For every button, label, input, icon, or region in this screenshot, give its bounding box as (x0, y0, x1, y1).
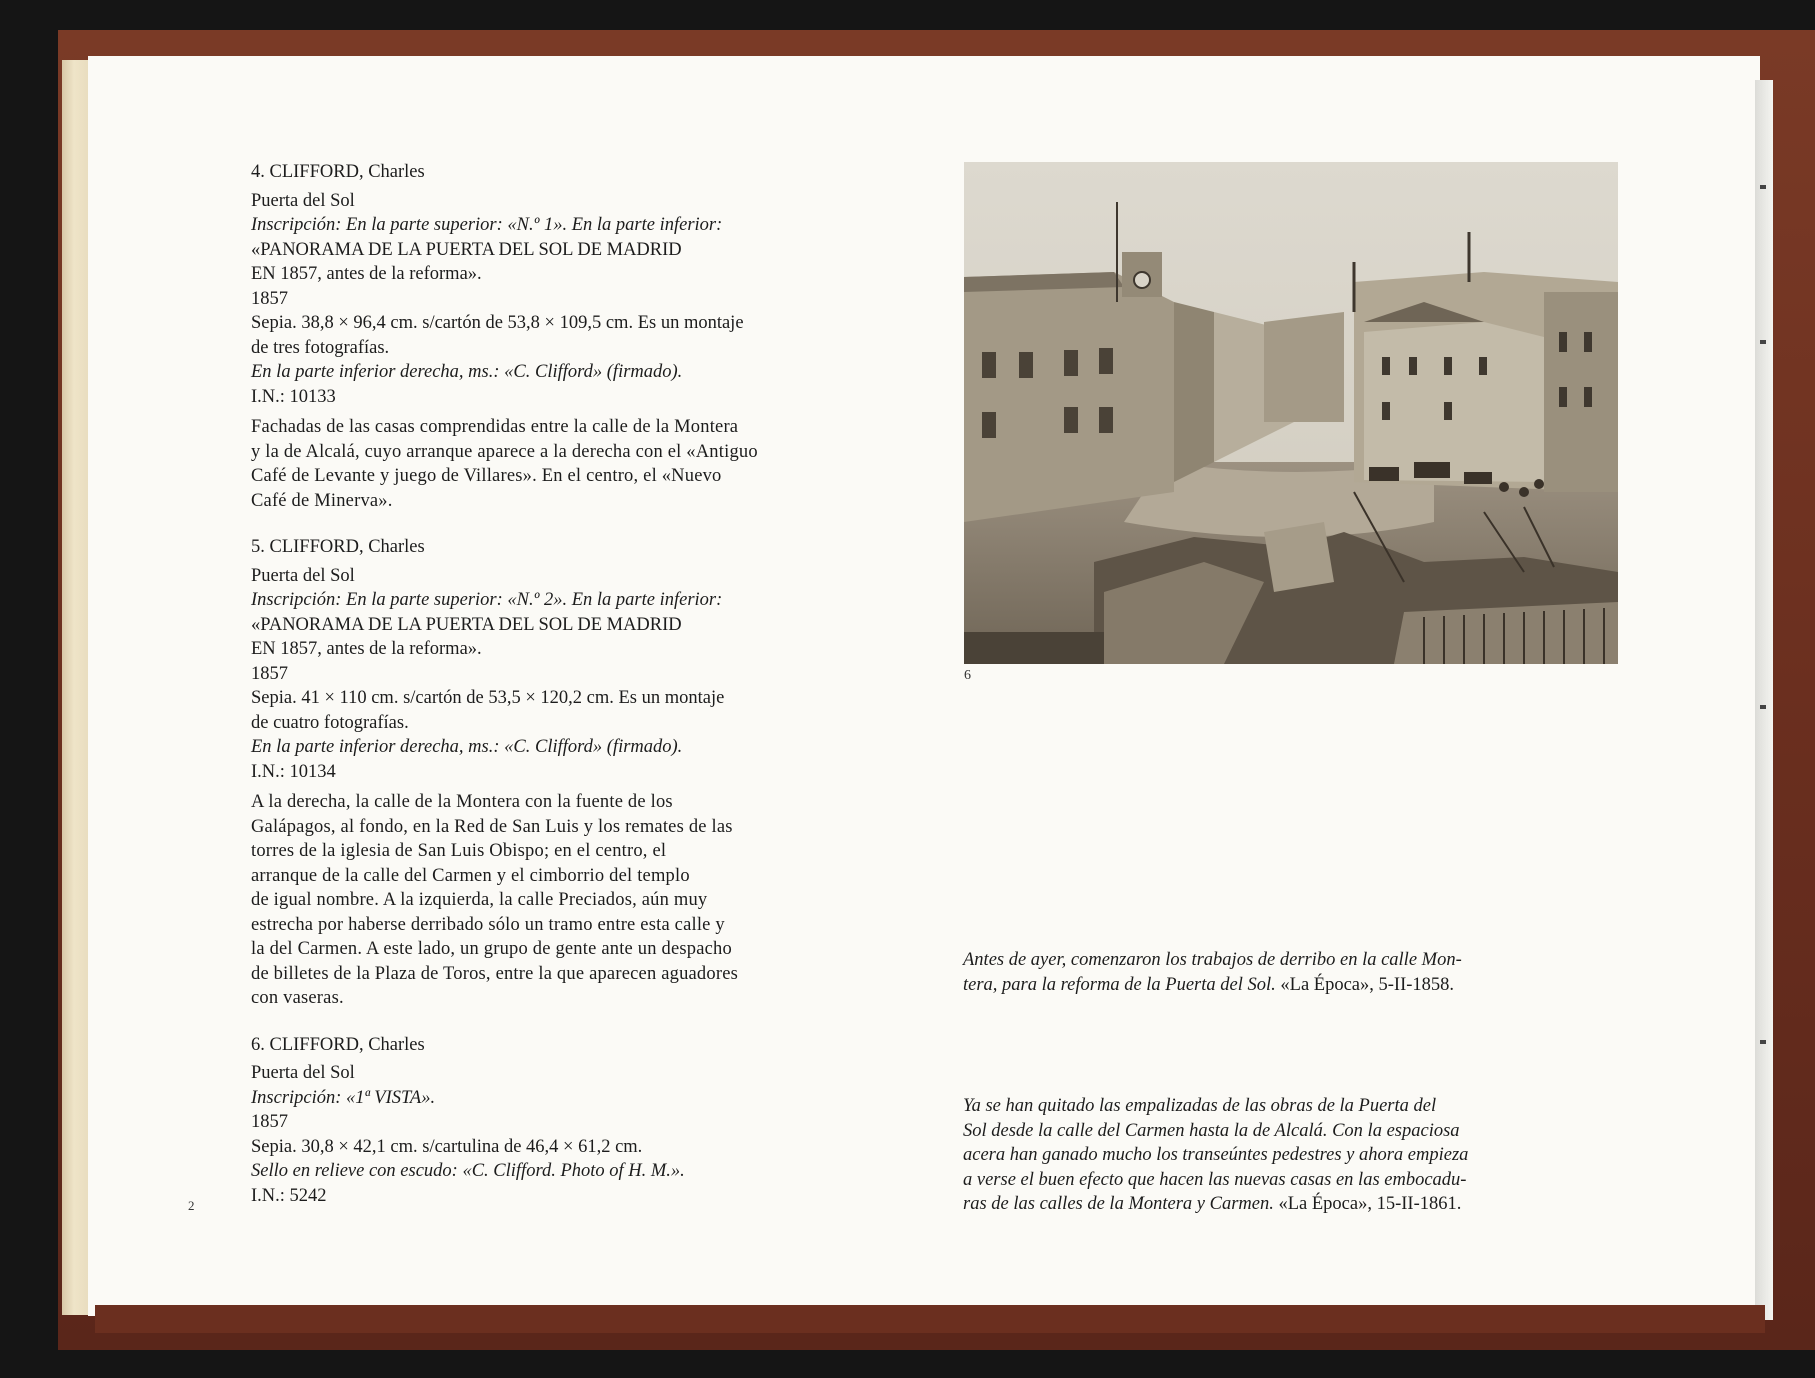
catalog-entry-6 (251, 1033, 891, 1209)
entry-medium: Sepia. 38,8 × 96,4 cm. s/cartón de 53,8 × 109,5 cm. Es un montaje (251, 313, 744, 333)
photo-puerta-del-sol (964, 162, 1618, 664)
description-line: de igual nombre. A la izquierda, la calle Preciados, aún muy (251, 890, 708, 910)
caption-line: Antes de ayer, comenzaron los trabajos de derribo en la calle Mon- (963, 950, 1462, 970)
entry-inscription: Inscripción: En la parte superior: «N.º 2». En la parte inferior: (251, 590, 723, 610)
caption-line: ras de las calles de la Montera y Carmen. (963, 1194, 1274, 1214)
catalog-entry-4 (251, 160, 891, 513)
caption-line: tera, para la reforma de la Puerta del Sol. (963, 974, 1276, 995)
entry-year: 1857 (251, 663, 288, 684)
entry-medium: de tres fotografías. (251, 337, 390, 358)
entry-title: Puerta del Sol (251, 565, 355, 586)
description-line: la del Carmen. A este lado, un grupo de gente ante un despacho (251, 939, 732, 959)
description-line: arranque de la calle del Carmen y el cimborrio del templo (251, 865, 690, 886)
description-line: Café de Minerva». (251, 490, 393, 511)
entry-inscription: Inscripción: «1ª VISTA». (251, 1087, 436, 1108)
entry-year: 1857 (251, 288, 288, 309)
entry-medium: Sepia. 41 × 110 cm. s/cartón de 53,5 × 120,2 cm. Es un montaje (251, 688, 725, 708)
cover-bottom-edge (95, 1305, 1765, 1333)
entry-description (251, 790, 891, 1011)
description-line: A la derecha, la calle de la Montera con la fuente de los (251, 792, 673, 812)
entry-signature: En la parte inferior derecha, ms.: «C. Clifford» (firmado). (251, 737, 683, 757)
entry-inscription-text: «PANORAMA DE LA PUERTA DEL SOL DE MADRID (251, 614, 682, 635)
description-line: Café de Levante y juego de Villares». En el centro, el «Nuevo (251, 466, 722, 486)
entry-inventory: I.N.: 10133 (251, 386, 336, 407)
entry-year: 1857 (251, 1112, 288, 1132)
caption-line: acera han ganado mucho los transeúntes pedestres y ahora empieza (963, 1145, 1469, 1165)
entry-medium: Sepia. 30,8 × 42,1 cm. s/cartulina de 46,4 × 61,2 cm. (251, 1136, 643, 1157)
caption-line: a verse el buen efecto que hacen las nuevas casas en las embocadu- (963, 1169, 1467, 1190)
photo-number: 6 (964, 668, 971, 683)
catalog-column (251, 160, 891, 1230)
entry-inscription-text: «PANORAMA DE LA PUERTA DEL SOL DE MADRID (251, 239, 682, 260)
entry-heading: 5. CLIFFORD, Charles (251, 537, 425, 557)
page-stack-edge-right (1755, 80, 1773, 1320)
caption-line: Ya se han quitado las empalizadas de las obras de la Puerta del (963, 1096, 1437, 1116)
description-line: Fachadas de las casas comprendidas entre la calle de la Montera (251, 417, 739, 437)
entry-signature: En la parte inferior derecha, ms.: «C. Clifford» (firmado). (251, 362, 683, 382)
catalog-entry-5 (251, 535, 891, 1011)
caption-source: «La Época», 15-II-1861. (1278, 1194, 1462, 1214)
edge-mark (1760, 340, 1766, 344)
entry-inventory: I.N.: 10134 (251, 761, 336, 782)
description-line: con vaseras. (251, 988, 344, 1008)
edge-mark (1760, 705, 1766, 709)
edge-mark (1760, 1040, 1766, 1044)
entry-signature: Sello en relieve con escudo: «C. Clifford. Photo of H. M.». (251, 1161, 685, 1181)
caption-1 (963, 948, 1623, 997)
description-line: estrecha por haberse derribado sólo un tramo entre esta calle y (251, 914, 725, 935)
entry-description (251, 415, 891, 513)
entry-medium: de cuatro fotografías. (251, 712, 409, 733)
entry-inventory: I.N.: 5242 (251, 1185, 327, 1206)
caption-2 (963, 1094, 1623, 1217)
page-number: 2 (188, 1198, 195, 1213)
description-line: torres de la iglesia de San Luis Obispo; en el centro, el (251, 841, 667, 861)
description-line: de billetes de la Plaza de Toros, entre la que aparecen aguadores (251, 963, 739, 984)
edge-mark (1760, 185, 1766, 189)
entry-title: Puerta del Sol (251, 1063, 355, 1083)
caption-line: Sol desde la calle del Carmen hasta la de Alcalá. Con la espaciosa (963, 1120, 1460, 1141)
caption-source: «La Época», 5-II-1858. (1280, 974, 1455, 995)
entry-title: Puerta del Sol (251, 190, 355, 211)
entry-inscription: Inscripción: En la parte superior: «N.º 1». En la parte inferior: (251, 215, 723, 235)
historic-photograph (964, 162, 1618, 664)
entry-inscription-text: EN 1857, antes de la reforma». (251, 264, 482, 284)
entry-heading: 4. CLIFFORD, Charles (251, 162, 425, 182)
description-line: y la de Alcalá, cuyo arranque aparece a la derecha con el «Antiguo (251, 441, 758, 462)
entry-inscription-text: EN 1857, antes de la reforma». (251, 639, 482, 659)
entry-heading: 6. CLIFFORD, Charles (251, 1034, 425, 1055)
description-line: Galápagos, al fondo, en la Red de San Luis y los remates de las (251, 816, 733, 837)
